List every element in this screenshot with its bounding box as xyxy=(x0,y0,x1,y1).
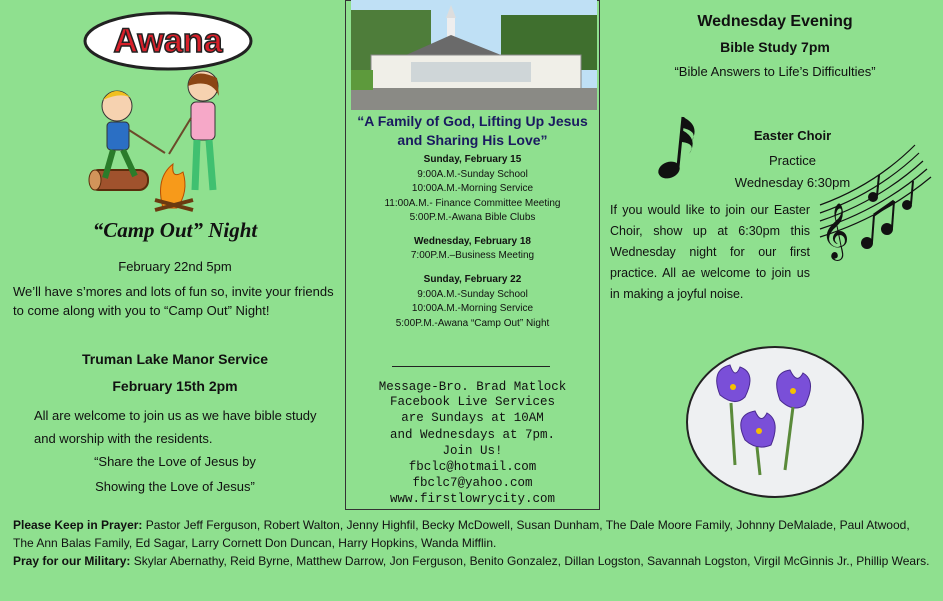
truman-service-title: Truman Lake Manor Service xyxy=(82,351,268,367)
awana-logo-text: Awana xyxy=(113,22,223,60)
schedule-heading-wednesday-feb-18: Wednesday, February 18 xyxy=(414,236,531,247)
contact-email: fbclc@hotmail.com xyxy=(408,460,537,474)
truman-quote-line-1: “Share the Love of Jesus by xyxy=(94,454,256,469)
military-prayer-label: Pray for our Military: xyxy=(13,554,131,568)
easter-choir-description: If you would like to join our Easter Choir, show up at 6:30pm this Wednesday night for our first practice. All ae welcome to join us in making a joyful noise. xyxy=(610,203,810,301)
music-note-icon xyxy=(655,112,703,184)
crocus-flowers-photo xyxy=(685,345,865,500)
camp-out-date: February 22nd 5pm xyxy=(118,259,232,274)
military-prayer-names: Skylar Abernathy, Reid Byrne, Matthew Darrow, Jon Ferguson, Benito Gonzalez, Dillan Logston, Savannah Logston, Virgil McGinnis Jr., Phillip Wears. xyxy=(130,554,930,568)
easter-choir-practice: Practice xyxy=(769,153,816,168)
contact-website: www.firstlowrycity.com xyxy=(389,492,556,506)
prayer-list xyxy=(13,516,933,570)
music-staff-icon xyxy=(815,135,938,275)
svg-text:𝄞: 𝄞 xyxy=(821,203,850,259)
schedule-line: 10:00A.M.-Morning Service xyxy=(411,183,534,194)
church-photo xyxy=(351,0,597,110)
schedule-line: 10:00A.M.-Morning Service xyxy=(411,303,534,314)
contact-line: Message-Bro. Brad Matlock xyxy=(378,380,567,394)
schedule-heading-sunday-feb-22: Sunday, February 22 xyxy=(423,274,522,285)
camp-out-title: “Camp Out” Night xyxy=(92,218,258,242)
easter-choir-title: Easter Choir xyxy=(753,128,832,143)
bible-study-theme: “Bible Answers to Life’s Difficulties” xyxy=(674,64,876,79)
truman-service-date: February 15th 2pm xyxy=(112,378,238,394)
contact-email: fbclc7@yahoo.com xyxy=(412,476,533,490)
schedule-line: 5:00P.M.-Awana Bible Clubs xyxy=(409,212,536,223)
contact-line: Join Us! xyxy=(442,444,503,458)
prayer-names: Pastor Jeff Ferguson, Robert Walton, Jenny Highfil, Becky McDowell, Susan Dunham, The Dale Moore Family, Johnny DeMalade, Paul Atwood, The Ann Balas Family, Ed Sagar, Larry Cornett Don Duncan, Harry Hopkins, Wanda Mifflin. xyxy=(13,518,910,550)
truman-service-description: All are welcome to join us as we have bible study and worship with the residents. xyxy=(34,408,317,446)
contact-line: Facebook Live Services xyxy=(389,395,556,409)
camping-kids-illustration xyxy=(85,68,235,218)
schedule-heading-sunday-feb-15: Sunday, February 15 xyxy=(423,154,522,165)
camp-out-description: We’ll have s’mores and lots of fun so, invite your friends to come along with you to “Camp Out” Night! xyxy=(13,284,334,318)
contact-line: are Sundays at 10AM xyxy=(401,411,544,425)
prayer-label: Please Keep in Prayer: xyxy=(13,518,143,532)
schedule-line: 5:00P.M.-Awana “Camp Out” Night xyxy=(395,318,550,329)
truman-quote-line-2: Showing the Love of Jesus” xyxy=(95,479,255,494)
schedule-line: 9:00A.M.-Sunday School xyxy=(417,169,528,180)
schedule-line: 7:00P.M.–Business Meeting xyxy=(410,250,535,261)
easter-choir-time: Wednesday 6:30pm xyxy=(734,175,851,190)
church-motto: “A Family of God, Lifting Up Jesus and Sharing His Love” xyxy=(357,113,588,148)
contact-line: and Wednesdays at 7pm. xyxy=(389,428,556,442)
schedule-line: 11:00A.M.- Finance Committee Meeting xyxy=(384,198,561,209)
schedule-line: 9:00A.M.-Sunday School xyxy=(417,289,528,300)
awana-logo xyxy=(82,8,254,74)
divider xyxy=(392,366,550,367)
wednesday-evening-title: Wednesday Evening xyxy=(697,13,853,30)
bible-study-time: Bible Study 7pm xyxy=(720,39,830,55)
